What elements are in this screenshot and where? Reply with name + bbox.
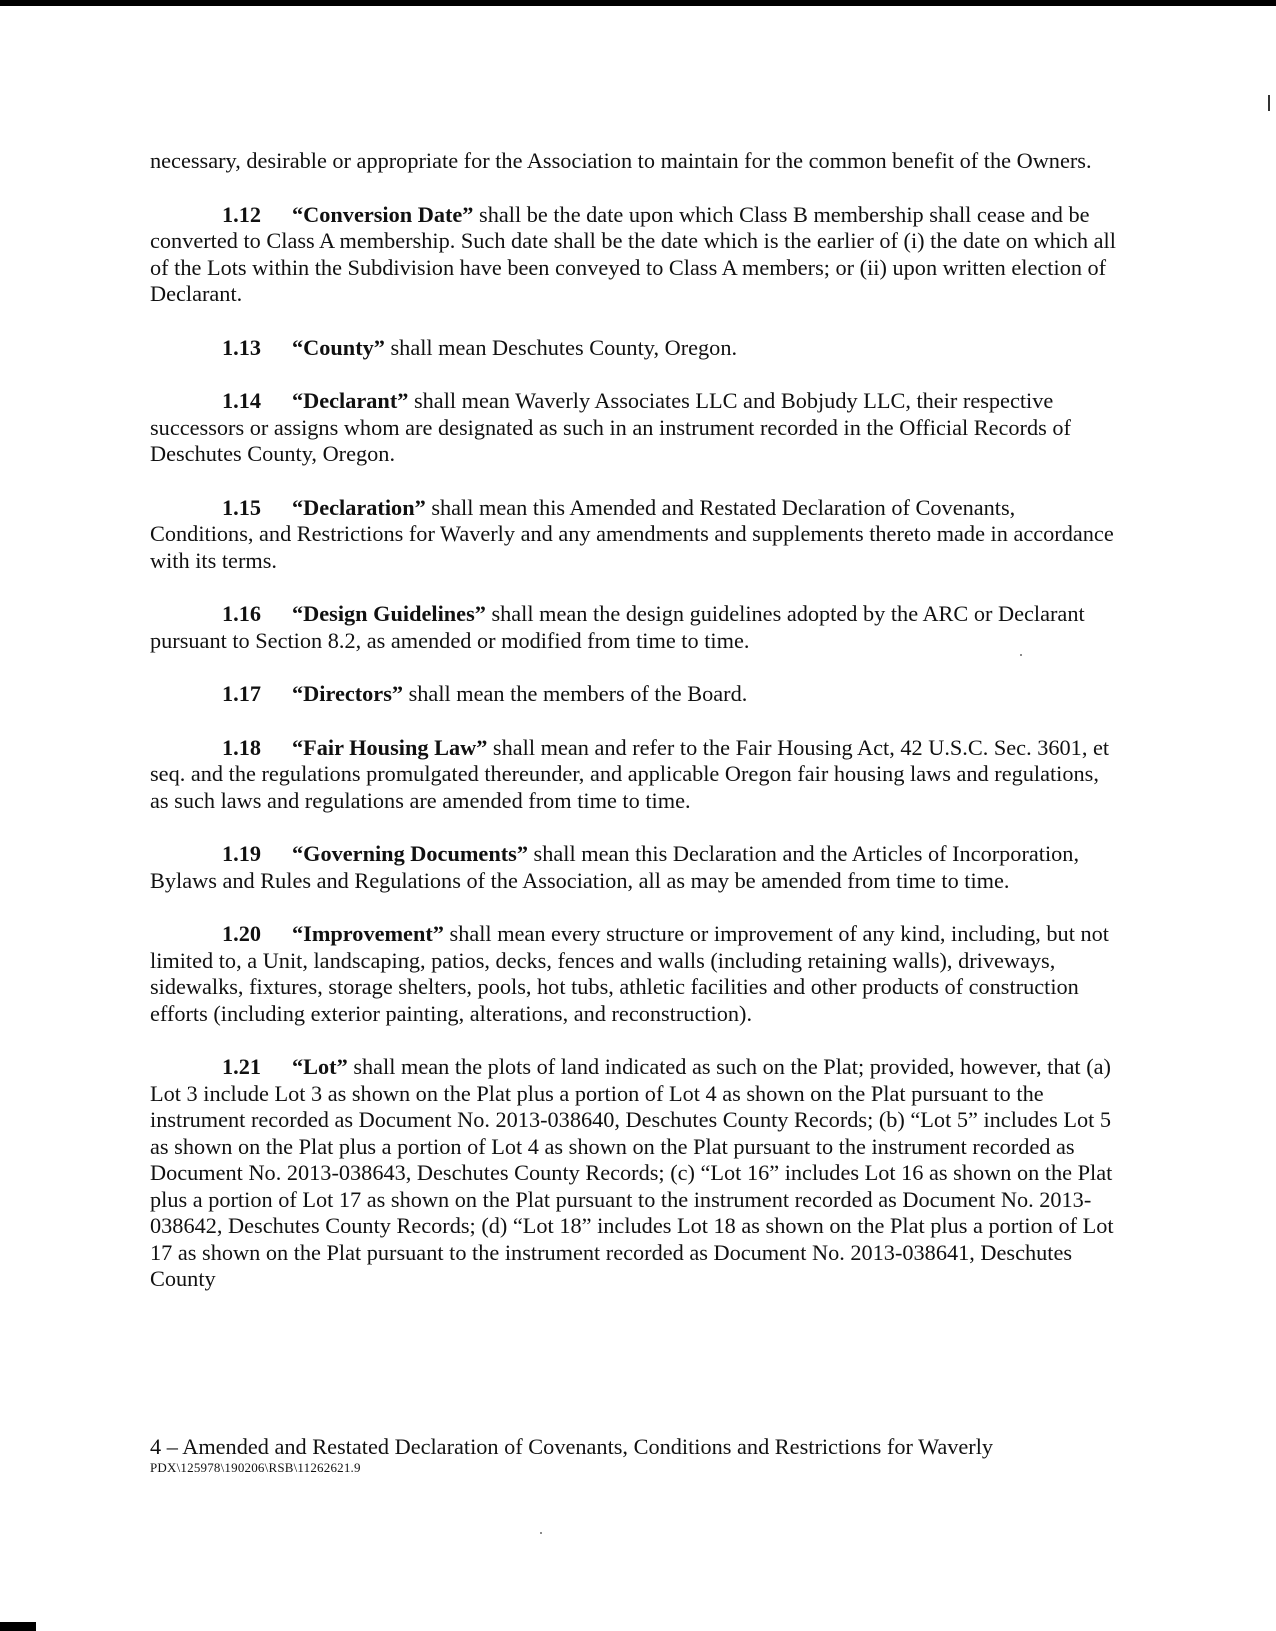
scan-border-top [0, 0, 1276, 6]
section-text: shall mean Deschutes County, Oregon. [384, 334, 738, 360]
section-text: shall mean the design guidelines adopted by the ARC or Declarant pursuant to Section 8.2, as amended or modified from time to time. [150, 601, 1085, 653]
continuation-paragraph: necessary, desirable or appropriate for the Association to maintain for the common benefit of the Owners. [150, 148, 1092, 173]
section-text: shall mean the members of the Board. [403, 681, 748, 706]
section-number: 1.19 [222, 841, 262, 866]
defined-term: “Design Guidelines” [292, 601, 486, 626]
section-number: 1.16 [222, 601, 262, 626]
section-1-16 [150, 601, 1120, 654]
defined-term: “County” [292, 334, 385, 360]
defined-term: “Governing Documents” [292, 841, 528, 866]
section-number: 1.17 [222, 681, 262, 706]
section-text: shall mean this Declaration and the Articles of Incorporation, Bylaws and Rules and Regulations of the Association, all as may be amended from time to time. [150, 841, 1080, 893]
footer-document-id: PDX\125978\190206\RSB\11262621.9 [150, 1460, 361, 1475]
section-1-13 [150, 335, 1120, 362]
section-text: shall mean and refer to the Fair Housing Act, 42 U.S.C. Sec. 3601, et seq. and the regulations promulgated thereunder, and applicable Oregon fair housing laws and regulations, as such laws and regulations are amended from time to time. [150, 734, 1110, 813]
defined-term: “Improvement” [292, 921, 444, 946]
section-text: shall mean the plots of land indicated as such on the Plat; provided, however, that (a) Lot 3 include Lot 3 as shown on the Plat plus a portion of Lot 4 as shown on the Plat pursuant to the instrument recorded as Document No. 2013-038640, Deschutes County Records; (b) “Lot 5” includes Lot 5 as shown on the Plat plus a portion of Lot 4 as shown on the Plat pursuant to the instrument recorded as Document No. 2013-038643, Deschutes County Records; (c) “Lot 16” includes Lot 16 as shown on the Plat plus a portion of Lot 17 as shown on the Plat pursuant to the instrument recorded as Document No. 2013-038642, Deschutes County Records; (d) “Lot 18” includes Lot 18 as shown on the Plat plus a portion of Lot 17 as shown on the Plat pursuant to the instrument recorded as Document No. 2013-038641, Deschutes County [150, 1054, 1114, 1291]
page-footer [150, 1434, 1150, 1476]
section-1-20 [150, 921, 1120, 1027]
section-text: shall mean Waverly Associates LLC and Bobjudy LLC, their respective successors or assigns whom are designated as such in an instrument recorded in the Official Records of Deschutes County, Oregon. [150, 388, 1071, 466]
section-1-19 [150, 841, 1120, 894]
defined-term: “Declarant” [292, 388, 409, 413]
section-number: 1.15 [222, 494, 262, 520]
section-number: 1.18 [222, 734, 262, 760]
defined-term: “Declaration” [292, 494, 426, 520]
scan-speck [540, 1532, 542, 1534]
section-1-17 [150, 681, 1120, 708]
document-body [150, 148, 1120, 1320]
scan-border-bottom-left [0, 1622, 36, 1631]
section-1-14 [150, 388, 1120, 468]
footer-title: 4 – Amended and Restated Declaration of Covenants, Conditions and Restrictions for Waverly [150, 1434, 994, 1459]
section-text: shall be the date upon which Class B membership shall cease and be converted to Class A membership. Such date shall be the date which is the earlier of (i) the date on which all of the Lots within the Subdivision have been conveyed to Class A members; or (ii) upon written election of Declarant. [150, 201, 1116, 306]
section-1-15 [150, 495, 1120, 575]
defined-term: “Lot” [292, 1054, 348, 1079]
section-text: shall mean every structure or improvement of any kind, including, but not limited to, a Unit, landscaping, patios, decks, fences and walls (including retaining walls), driveways, sidewalks, fixtures, storage shelters, pools, hot tubs, athletic facilities and other products of construction efforts (including exterior painting, alterations, and reconstruction). [150, 921, 1109, 1026]
scan-mark-right [1268, 95, 1270, 111]
defined-term: “Fair Housing Law” [292, 734, 488, 760]
section-1-21 [150, 1054, 1120, 1293]
section-number: 1.20 [222, 921, 262, 946]
section-text: shall mean this Amended and Restated Declaration of Covenants, Conditions, and Restrictions for Waverly and any amendments and supplements thereto made in accordance with its terms. [150, 494, 1114, 573]
section-number: 1.12 [222, 201, 262, 227]
section-number: 1.21 [222, 1054, 262, 1079]
section-1-18 [150, 735, 1120, 815]
section-number: 1.13 [222, 334, 262, 360]
section-1-12 [150, 202, 1120, 308]
section-number: 1.14 [222, 388, 262, 413]
defined-term: “Directors” [292, 681, 404, 706]
defined-term: “Conversion Date” [292, 201, 474, 227]
